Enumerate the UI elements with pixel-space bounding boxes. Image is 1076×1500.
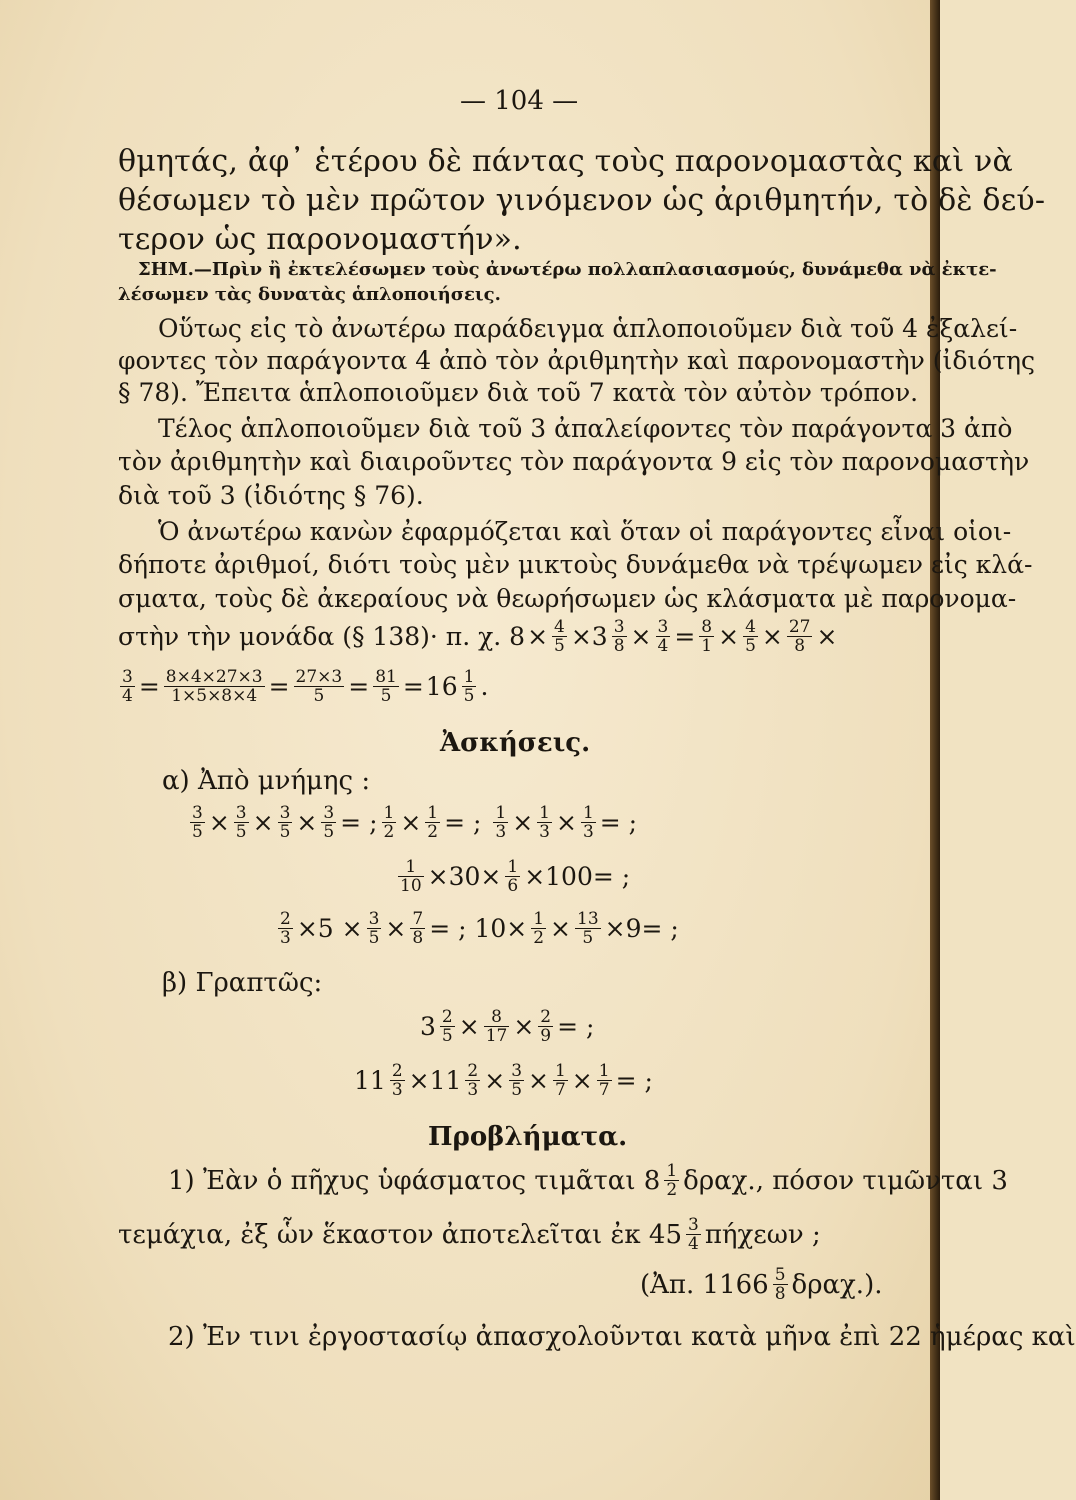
exercise-row-5: 11 $\frac{2}{3}$ ×11 $\frac{2}{3}$ × $\frac{3}{5}$ × $\frac{1}{7}$ × $\frac{1}{7}$ = ;: [354, 1061, 653, 1100]
exercise-row-2: $\frac{1}{10}$ ×30× $\frac{1}{6}$ ×100= ;: [400, 857, 631, 896]
problem-1-line2: τεμάχια, ἐξ ὧν ἕκαστον ἀποτελεῖται ἐκ 45 $\frac{3}{4}$ πήχεων ;: [118, 1215, 821, 1254]
fraction: $\frac{8}{1}$: [701, 617, 713, 656]
fraction: $\frac{4}{5}$: [745, 617, 756, 656]
fraction: $\frac{4}{5}$: [554, 617, 565, 656]
para2-line3: § 78). Ἔπειτα ἁπλοποιοῦμεν διὰ τοῦ 7 κατὰ τὸν αὐτὸν τρόπον.: [118, 378, 919, 407]
page-edge: [930, 0, 940, 1500]
exercise-row-3: $\frac{2}{3}$ ×5 × $\frac{3}{5}$ × $\frac{7}{8}$ = ; 10× $\frac{1}{2}$ × $\frac{13}{5}$ ×9= ;: [280, 909, 679, 948]
note-line2: λέσωμεν τὰς δυνατὰς ἁπλοποιήσεις.: [118, 284, 501, 305]
example-equation-2: $\frac{3}{4}$ = $\frac{8\times 4\times 27\times 3}{1\times 5\times 8\times 4}$ = $\frac{27\times 3}{5}$ = $\frac{81}{5}$ = 16 $\frac{1}{5}$ .: [122, 667, 489, 706]
section-b-label: β) Γραπτῶς:: [162, 968, 323, 998]
problems-heading: Προβλήματα.: [428, 1122, 628, 1152]
problem-1-line1: 1) Ἐὰν ὁ πῆχυς ὑφάσματος τιμᾶται 8 $\frac{1}{2}$ δραχ., πόσον τιμῶνται 3: [168, 1161, 1008, 1200]
para2-line2: φοντες τὸν παράγοντα 4 ἀπὸ τὸν ἀριθμητὴν καὶ παρονομαστὴν (ἰδιότης: [118, 346, 1036, 375]
problem-2-line1: 2) Ἐν τινι ἐργοστασίῳ ἀπασχολοῦνται κατὰ μῆνα ἐπὶ 22 ἡμέρας καὶ: [168, 1322, 1076, 1352]
para2-line1: Οὕτως εἰς τὸ ἀνωτέρω παράδειγμα ἁπλοποιοῦμεν διὰ τοῦ 4 ἐξαλεί-: [158, 314, 1018, 343]
page-number: — 104 —: [460, 86, 579, 116]
para3-line3: διὰ τοῦ 3 (ἰδιότης § 76).: [118, 481, 424, 510]
exercises-heading: Ἀσκήσεις.: [440, 728, 591, 758]
fraction: $\frac{3}{4}$: [657, 617, 669, 656]
para1-line2: θέσωμεν τὸ μὲν πρῶτον γινόμενον ὡς ἀριθμητήν, τὸ δὲ δεύ-: [118, 183, 1046, 218]
para1-line1: θμητάς, ἀφ᾿ ἑτέρου δὲ πάντας τοὺς παρονομαστὰς καὶ νὰ: [118, 144, 1013, 179]
note-line1: ΣΗΜ.—Πρὶν ἢ ἐκτελέσωμεν τοὺς ἀνωτέρω πολλαπλασιασμούς, δυνάμεθα νὰ ἐκτε-: [138, 259, 997, 280]
para3-line2: τὸν ἀριθμητὴν καὶ διαιροῦντες τὸν παράγοντα 9 εἰς τὸν παρονομαστὴν: [118, 447, 1030, 476]
para3-line1: Τέλος ἁπλοποιοῦμεν διὰ τοῦ 3 ἀπαλείφοντες τὸν παράγοντα 3 ἀπὸ: [158, 414, 1013, 443]
para4-line2: δήποτε ἀριθμοί, διότι τοὺς μὲν μικτοὺς δυνάμεθα νὰ τρέψωμεν εἰς κλά-: [118, 550, 1033, 579]
example-equation-1: στὴν τὴν μονάδα (§ 138)· π. χ. 8 × $\frac{4}{5}$ ×3 $\frac{3}{8}$ × $\frac{3}{4}$ = $\frac{8}{1}$ × $\frac{4}{5}$ × $\frac{27}{8}$ ×: [118, 617, 838, 656]
exercise-row-1: $\frac{3}{5}$ × $\frac{3}{5}$ × $\frac{3}{5}$ × $\frac{3}{5}$ = ; $\frac{1}{2}$ × $\frac{1}{2}$ = ; $\frac{1}{3}$ × $\frac{1}{3}$ × $\frac{1}{3}$ = ;: [192, 803, 638, 842]
para4-line3: σματα, τοὺς δὲ ἀκεραίους νὰ θεωρήσωμεν ὡς κλάσματα μὲ παρονομα-: [118, 584, 1017, 613]
para4-line1: Ὁ ἀνωτέρω κανὼν ἐφαρμόζεται καὶ ὅταν οἱ παράγοντες εἶναι οἱοι-: [158, 517, 1012, 546]
para4-line4: στὴν τὴν μονάδα (§ 138)· π. χ. 8: [118, 621, 526, 651]
exercise-row-4: 3 $\frac{2}{5}$ × $\frac{8}{17}$ × $\frac{2}{9}$ = ;: [420, 1007, 595, 1046]
section-a-label: α) Ἀπὸ μνήμης :: [162, 766, 371, 796]
fraction: $\frac{3}{8}$: [613, 617, 625, 656]
fraction: $\frac{27}{8}$: [788, 617, 811, 656]
para1-line3: τερον ὡς παρονομαστήν».: [118, 222, 522, 257]
problem-1-answer: (Ἀπ. 1166 $\frac{5}{8}$ δραχ.).: [640, 1265, 883, 1304]
